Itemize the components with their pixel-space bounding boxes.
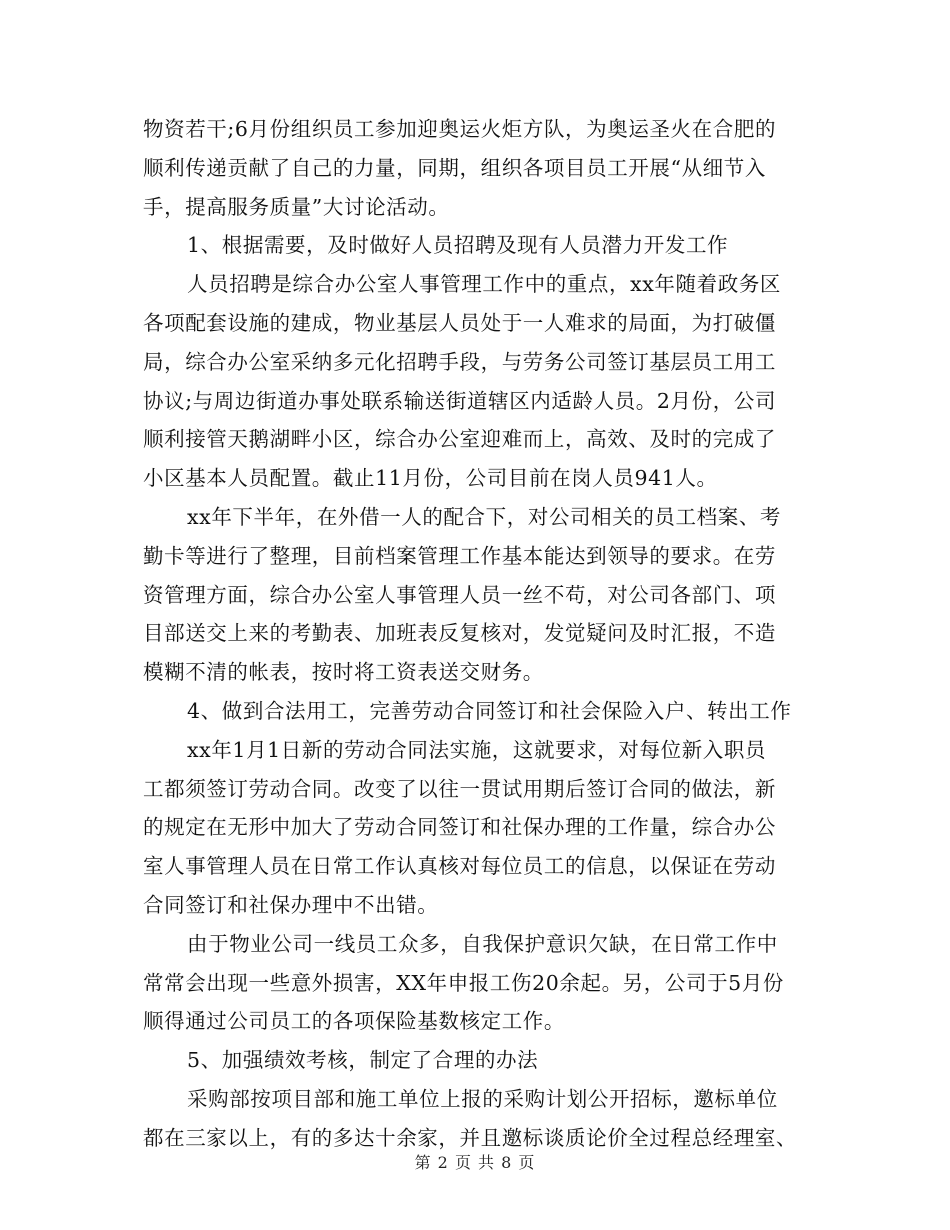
text-line: 人员招聘是综合办公室人事管理工作中的重点，xx年随着政务区: [187, 272, 782, 297]
text-line: 常常会出现一些意外损害，XX年申报工伤20余起。另，公司于5月份: [143, 970, 785, 995]
text-line: 协议;与周边街道办事处联系输送街道辖区内适龄人员。2月份，公司: [143, 388, 777, 413]
text-line: 顺得通过公司员工的各项保险基数核定工作。: [143, 1009, 565, 1034]
text-line: xx年下半年，在外借一人的配合下，对公司相关的员工档案、考: [187, 504, 782, 529]
text-line: 小区基本人员配置。截止11月份，公司目前在岗人员941人。: [143, 466, 718, 491]
text-line: 各项配套设施的建成，物业基层人员处于一人难求的局面，为打破僵: [143, 310, 776, 335]
text-line: 局，综合办公室采纳多元化招聘手段，与劳务公司签订基层员工用工: [143, 349, 776, 374]
text-line: xx年1月1日新的劳动合同法实施，这就要求，对每位新入职员: [187, 737, 767, 762]
section-heading: 5、加强绩效考核，制定了合理的办法: [187, 1048, 539, 1073]
text-line: 顺利传递贡献了自己的力量，同期，组织各项目员工开展“从细节入: [143, 155, 766, 180]
text-line: 勤卡等进行了整理，目前档案管理工作基本能达到领导的要求。在劳: [143, 543, 776, 568]
section-heading: 4、做到合法用工，完善劳动合同签订和社会保险入户、转出工作: [187, 698, 792, 723]
text-line: 由于物业公司一线员工众多，自我保护意识欠缺，在日常工作中: [187, 931, 778, 956]
text-line: 目部送交上来的考勤表、加班表反复核对，发觉疑问及时汇报，不造: [143, 621, 776, 646]
text-line: 合同签订和社保办理中不出错。: [143, 892, 439, 917]
text-line: 的规定在无形中加大了劳动合同签订和社保办理的工作量，综合办公: [143, 815, 776, 840]
document-body: [143, 110, 803, 1158]
text-line: 都在三家以上，有的多达十余家，并且邀标谈质论价全过程总经理室、: [143, 1125, 798, 1150]
text-line: 模糊不清的帐表，按时将工资表送交财务。: [143, 660, 544, 685]
text-line: 室人事管理人员在日常工作认真核对每位员工的信息，以保证在劳动: [143, 854, 776, 879]
section-heading: 1、根据需要，及时做好人员招聘及现有人员潜力开发工作: [187, 233, 729, 258]
text-line: 资管理方面，综合办公室人事管理人员一丝不苟，对公司各部门、项: [143, 582, 776, 607]
text-line: 顺利接管天鹅湖畔小区，综合办公室迎难而上，高效、及时的完成了: [143, 427, 776, 452]
text-line: 工都须签订劳动合同。改变了以往一贯试用期后签订合同的做法，新: [143, 776, 776, 801]
text-line: 手，提高服务质量”大讨论活动。: [143, 194, 450, 219]
text-line: 采购部按项目部和施工单位上报的采购计划公开招标，邀标单位: [187, 1086, 778, 1111]
page-number-footer: 第 2 页 共 8 页: [414, 1153, 536, 1172]
text-line: 物资若干;6月份组织员工参加迎奥运火炬方队，为奥运圣火在合肥的: [143, 117, 777, 141]
